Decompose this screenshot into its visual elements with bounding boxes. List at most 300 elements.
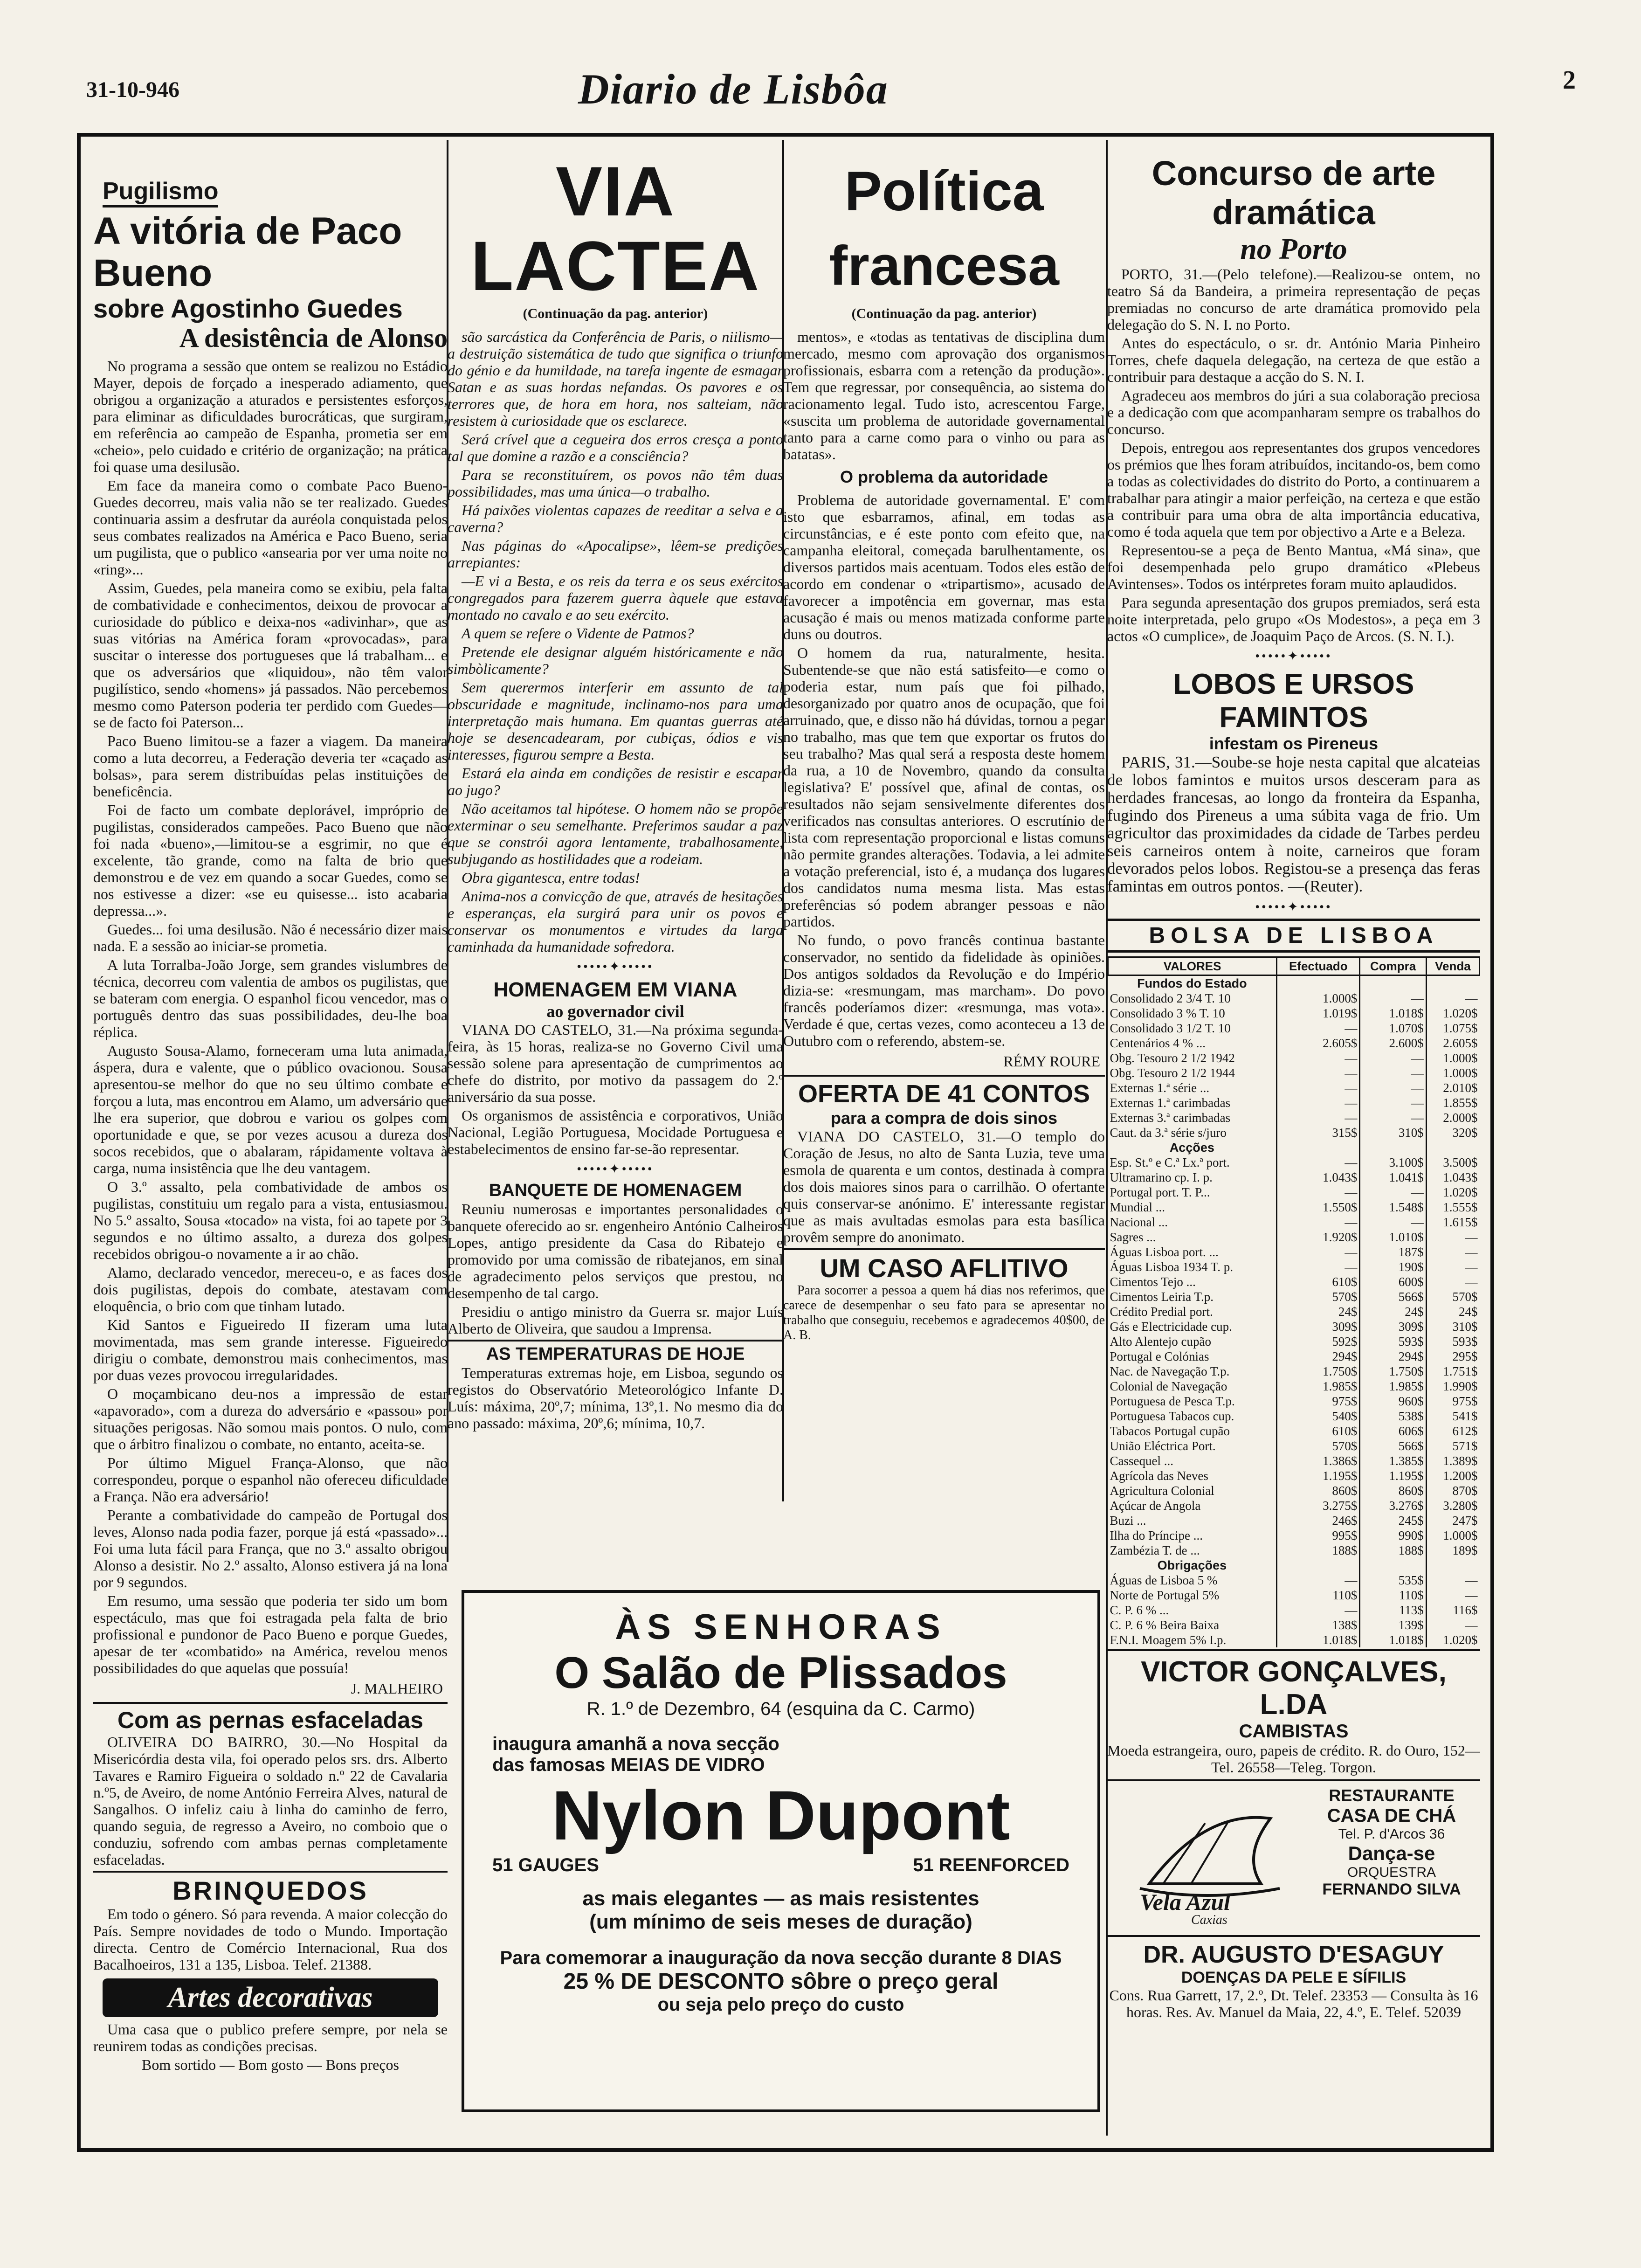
table-row: [1108, 1051, 1480, 1065]
table-cell: 610$: [1277, 1274, 1360, 1289]
table-cell: Cimentos Tejo ...: [1110, 1275, 1196, 1289]
table-cell: 2.010$: [1426, 1080, 1479, 1095]
paragraph: Não aceitamos tal hipótese. O homem não se propõe exterminar o seu semelhante. Preferimos saudar a paz que se constrói agora lentamente, trabalhosamente, subjugando as hostilidades que a rodeiam.: [448, 800, 783, 867]
table-cell: —: [1277, 1095, 1360, 1110]
story-headline: LOBOS E URSOS FAMINTOS: [1173, 668, 1414, 733]
article-body: [1107, 266, 1480, 644]
table-cell: Crédito Predial port.: [1110, 1305, 1213, 1319]
table-header: Compra: [1360, 957, 1426, 975]
table-cell: —: [1360, 1051, 1426, 1065]
table-cell: 1.385$: [1360, 1453, 1426, 1468]
table-cell: Esp. St.º e C.ª Lx.ª port.: [1110, 1155, 1230, 1169]
table-cell: —: [1360, 1185, 1426, 1200]
story-subhead: infestam os Pireneus: [1209, 734, 1379, 753]
paragraph: mentos», e «todas as tentativas de disciplina dum mercado, mesmo com aprovação dos organismos profissionais, esbarra com a retenção da produção». Tem que regressar, por consequência, ao sistema do racionamento legal. Tudo isto, acrescentou Farge, «suscita um problema de autoridade governamental tanto para a carne como para o vinho ou para as batatas».: [783, 328, 1105, 463]
divider: •••••✦•••••: [1255, 649, 1332, 664]
table-row: [1108, 1215, 1480, 1230]
table-cell: Portuguesa Tabacos cup.: [1110, 1409, 1234, 1423]
paragraph: Representou-se a peça de Bento Mantua, «Má sina», que foi desempenhada pelo grupo dramático «Plebeus Avintenses». Todos os intérpretes foram muito aplaudidos.: [1107, 542, 1480, 592]
table-cell: 3.275$: [1277, 1498, 1360, 1513]
paragraph: Reuniu numerosas e importantes personalidades o banquete oferecido ao sr. engenheiro António Calheiros Lopes, antigo presidente da Casa do Ribatejo e promovido por uma comissão de ribatejanos, em sinal de agradecimento pelos serviços que prestou, no desempenho de tal cargo.: [448, 1201, 783, 1301]
story-headline: UM CASO AFLITIVO: [820, 1253, 1069, 1283]
brand: Nylon Dupont: [552, 1776, 1010, 1854]
table-cell: —: [1277, 1185, 1360, 1200]
table-row: [1108, 1364, 1480, 1379]
table-header: VALORES: [1108, 957, 1277, 975]
table-cell: —: [1426, 1245, 1479, 1259]
table-cell: —: [1426, 991, 1479, 1006]
paragraph: Obra gigantesca, entre todas!: [462, 869, 640, 886]
table-cell: 612$: [1426, 1424, 1479, 1438]
ad-title: CASA DE CHÁ: [1327, 1805, 1456, 1826]
ad-logo: Artes decorativas: [103, 1978, 438, 2017]
ad-line: 25 % DE DESCONTO sôbre o preço geral: [563, 1969, 999, 1994]
story-body: PARIS, 31.—Soube-se hoje nesta capital que alcateias de lobos famintos e muitos ursos desceram para as herdades francesas, ao longo da fronteira da Espanha, fugindo dos Pireneus a uma súbita vaga de frio. Um agricultor das proximidades da cidade de Tarbes perdeu seis carneiros ontem à noite, carneiros que foram devorados pelos lobos. Registou-se a presença das feras famintas em outros pontos. —(Reuter).: [1107, 753, 1480, 895]
article-body: [783, 491, 1105, 1049]
table-cell: 1.041$: [1360, 1170, 1426, 1185]
continued-note: (Continuação da pag. anterior): [851, 306, 1037, 321]
table-cell: 1.855$: [1426, 1095, 1479, 1110]
headline: VIA LACTEA: [470, 154, 760, 305]
table-cell: —: [1426, 1230, 1479, 1245]
ad-subtitle: CAMBISTAS: [1239, 1721, 1349, 1742]
table-cell: Ilha do Príncipe ...: [1110, 1528, 1203, 1542]
paragraph: O homem da rua, naturalmente, hesita. Subentende-se que não está satisfeito—e como o poderia estar, num país que foi pilhado, desorganizado por quatro anos de ocupação, que foi arruinado, que, e disso não há dúvidas, tornou a pegar no trabalho, mas que tem que exportar os frutos do seu trabalho? Mas qual será a resposta deste homem da rua, a 10 de Novembro, quando da consulta legislativa? E' possível que, afinal de contas, os resultados não sejam sensivelmente diferentes dos verificados nas consultas anteriores. O escrutínio de lista com representação proporcional e listas comuns não permite grandes alterações. Todavia, a lei admite a votação preferencial, isto é, a mudança dos lugares dos candidatos numa mesma lista. Mas estas preferências só podem abranger pessoas e não partidos.: [783, 644, 1105, 930]
paragraph: No fundo, o povo francês continua bastante conservador, no sentido da fidelidade às opiniões. Dos antigos soldados da Revolução e do Império dizia-se: «resmungam, mas marcham». Do povo francês poderíamos dizer: «resmunga, mas vota». Verdade é que, certas vezes, como aconteceu a 13 de Outubro com o referendo, abstem-se.: [783, 932, 1105, 1049]
table-cell: 1.985$: [1360, 1379, 1426, 1394]
table-cell: 2.605$: [1277, 1036, 1360, 1051]
table-cell: 3.280$: [1426, 1498, 1479, 1513]
paragraph: Assim, Guedes, pela maneira como se exibiu, pela falta de combatividade e conhecimentos, deixou de provocar a curiosidade do público e deixa-nos «adivinhar», que as suas vitórias na América foram «provocadas», para suscitar o interesse dos portugueses que lá trabalham... e que os adversários que «liquidou», não têm valor pugilístico, sendo «homens» já passados. Não percebemos mesmo como Paterson poderia ter perdido com Guedes—se de facto foi Paterson...: [93, 580, 448, 731]
table-cell: 309$: [1360, 1319, 1426, 1334]
table-row: [1108, 1394, 1480, 1409]
article-body: [448, 328, 783, 955]
table-cell: 860$: [1360, 1483, 1426, 1498]
table-cell: 1.550$: [1277, 1200, 1360, 1215]
paragraph: Presidiu o antigo ministro da Guerra sr. major Luís Alberto de Oliveira, que saudou a Imprensa.: [448, 1303, 783, 1337]
paragraph: Nas páginas do «Apocalipse», lêem-se predições arrepiantes:: [448, 537, 783, 571]
table-cell: Centenários 4 % ...: [1110, 1036, 1206, 1050]
table-cell: Águas de Lisboa 5 %: [1110, 1573, 1218, 1587]
continued-note: (Continuação da pag. anterior): [523, 306, 708, 321]
table-cell: —: [1277, 1603, 1360, 1618]
paragraph: Por último Miguel França-Alonso, que não correspondeu, porque o espanhol não ofereceu dificuldade a França. Não era adversário!: [93, 1454, 448, 1505]
table-cell: 593$: [1426, 1334, 1479, 1349]
table-cell: 110$: [1277, 1588, 1360, 1603]
table-cell: —: [1277, 1155, 1360, 1170]
issue-date: 31-10-946: [86, 77, 179, 102]
table-cell: 1.020$: [1426, 1006, 1479, 1021]
table-cell: —: [1277, 1021, 1360, 1036]
table-row: [1108, 1632, 1480, 1647]
table-cell: 566$: [1360, 1438, 1426, 1453]
table-header: Venda: [1426, 957, 1479, 975]
ad-line: 51 GAUGES: [492, 1855, 599, 1875]
table-cell: 960$: [1360, 1394, 1426, 1409]
table-cell: 189$: [1426, 1543, 1479, 1558]
table-cell: 1.020$: [1426, 1185, 1479, 1200]
table-cell: 1.010$: [1360, 1230, 1426, 1245]
table-cell: Obg. Tesouro 2 1/2 1944: [1110, 1066, 1235, 1080]
table-cell: —: [1277, 1051, 1360, 1065]
table-cell: 1.920$: [1277, 1230, 1360, 1245]
table-header: Efectuado: [1277, 957, 1360, 975]
table-cell: 860$: [1277, 1483, 1360, 1498]
story-body: OLIVEIRA DO BAIRRO, 30.—No Hospital da Misericórdia desta vila, foi operado pelos srs. drs. Alberto Tavares e Ramiro Figueira o soldado n.º 22 de Cavalaria n.º5, de Aveiro, de nome António Ferreira Alves, natural de Sangalhos. O infeliz caiu à linha do caminho de ferro, quando seguia, de regresso a Aveiro, no comboio que o conduziu, sofrendo com ambas pernas completamente esfaceladas.: [93, 1734, 448, 1868]
subhead: O problema da autoridade: [840, 467, 1048, 486]
table-cell: —: [1360, 991, 1426, 1006]
paragraph: Para se reconstituírem, os povos não têm duas possibilidades, mas uma única—o trabalho.: [448, 466, 783, 500]
table-cell: 592$: [1277, 1334, 1360, 1349]
ad-line: (um mínimo de seis meses de duração): [589, 1910, 972, 1933]
article-body: [93, 358, 448, 1676]
headline-line2: no Porto: [1240, 232, 1347, 265]
table-cell: 610$: [1277, 1424, 1360, 1438]
story-body: Para socorrer a pessoa a quem há dias nos referimos, que carece de desempenhar o seu fato para se apresentar no trabalho que conseguiu, recebemos e agradecemos 40$00, de A. B.: [783, 1283, 1105, 1342]
table-cell: C. P. 6 % ...: [1110, 1603, 1169, 1617]
table-cell: Consolidado 2 3/4 T. 10: [1110, 991, 1231, 1005]
table-cell: 870$: [1426, 1483, 1479, 1498]
paragraph: Em resumo, uma sessão que poderia ter sido um bom espectáculo, mas que foi estragada pela falta de brio profissional e pundonor de Paco Bueno e porque Guedes, apesar de ter «combatido» na América, revelou menos possibilidades do que aquelas que possuía!: [93, 1592, 448, 1676]
paragraph: Alamo, declarado vencedor, mereceu-o, e as faces dos dois pugilistas, depois do combate, atestavam com eloquência, o brio com que tinham lutado.: [93, 1264, 448, 1314]
table-cell: 246$: [1277, 1513, 1360, 1528]
table-cell: Águas Lisboa 1934 T. p.: [1110, 1260, 1233, 1274]
table-row: [1108, 1409, 1480, 1424]
table-cell: União Eléctrica Port.: [1110, 1439, 1216, 1453]
table-row: [1108, 1304, 1480, 1319]
headline: Concurso de arte dramática: [1151, 154, 1436, 232]
table-cell: —: [1277, 1245, 1360, 1259]
table-cell: Portugal port. T. P...: [1110, 1185, 1210, 1199]
table-row: [1108, 1483, 1480, 1498]
ad-line: O Salão de Plissados: [554, 1648, 1007, 1698]
table-cell: —: [1426, 1618, 1479, 1632]
story-subhead: para a compra de dois sinos: [830, 1108, 1058, 1127]
table-cell: 571$: [1426, 1438, 1479, 1453]
table-row: [1108, 1185, 1480, 1200]
newspaper-masthead: Diario de Lisbôa: [578, 65, 889, 113]
table-cell: Consolidado 3 % T. 10: [1110, 1006, 1225, 1020]
table-row: [1108, 1379, 1480, 1394]
table-row: [1108, 1498, 1480, 1513]
table-cell: 116$: [1426, 1603, 1479, 1618]
paragraph: Paco Bueno limitou-se a fazer a viagem. Da maneira como a luta decorreu, a Federação deveria ter «caçado as bolsas», para serem distribuídas pelas instituições de beneficência.: [93, 733, 448, 800]
table-cell: 1.019$: [1277, 1006, 1360, 1021]
vela-azul-logo: Vela Azul Caxias: [1121, 1791, 1289, 1930]
table-cell: 187$: [1360, 1245, 1426, 1259]
table-cell: C. P. 6 % Beira Baixa: [1110, 1618, 1220, 1632]
table-cell: 600$: [1360, 1274, 1426, 1289]
table-cell: 1.985$: [1277, 1379, 1360, 1394]
table-cell: 593$: [1360, 1334, 1426, 1349]
table-cell: —: [1426, 1259, 1479, 1274]
table-cell: 1.751$: [1426, 1364, 1479, 1379]
table-row: [1108, 1513, 1480, 1528]
ad-line: das famosas MEIAS DE VIDRO: [492, 1755, 765, 1775]
table-cell: 315$: [1277, 1125, 1360, 1140]
ad-text: ORQUESTRA: [1347, 1865, 1436, 1880]
table-cell: —: [1277, 1573, 1360, 1588]
ad-body: Moeda estrangeira, ouro, papeis de crédito. R. do Ouro, 152—Tel. 26558—Teleg. Torgon.: [1107, 1742, 1480, 1776]
paragraph: Há paixões violentas capazes de reeditar a selva e a caverna?: [448, 502, 783, 535]
table-cell: Cassequel ...: [1110, 1454, 1173, 1468]
table-cell: 1.000$: [1426, 1065, 1479, 1080]
table-cell: 1.195$: [1277, 1468, 1360, 1483]
table-cell: Buzi ...: [1110, 1514, 1146, 1528]
table-cell: —: [1277, 1215, 1360, 1230]
paragraph: Anima-nos a convicção de que, através de hesitações e esperanças, ela surgirá para unir os povos e conservar os monumentos e virtudes da larga caminhada da humanidade sofredora.: [448, 888, 783, 955]
table-cell: 294$: [1360, 1349, 1426, 1364]
ad-title: BRINQUEDOS: [172, 1876, 368, 1905]
table-row: [1108, 1438, 1480, 1453]
table-cell: 1.200$: [1426, 1468, 1479, 1483]
stock-table: [1107, 956, 1480, 1647]
column-right: [1107, 154, 1480, 2140]
table-cell: Águas Lisboa port. ...: [1110, 1245, 1219, 1259]
table-cell: Externas 3.ª carimbadas: [1110, 1111, 1231, 1125]
table-cell: 1.000$: [1426, 1528, 1479, 1543]
table-cell: 24$: [1277, 1304, 1360, 1319]
table-row: [1108, 1528, 1480, 1543]
table-cell: 310$: [1426, 1319, 1479, 1334]
column-politica-francesa: [783, 154, 1105, 1506]
story-headline: Com as pernas esfaceladas: [117, 1707, 423, 1733]
column-via-lactea: [448, 154, 783, 1529]
paragraph: —E vi a Besta, e os reis da terra e os seus exércitos congregados para fazerem guerra àquele que estava montado no cavalo e ao seu exército.: [448, 573, 783, 623]
table-cell: 1.018$: [1360, 1632, 1426, 1647]
bolsa-title: BOLSA DE LISBOA: [1149, 923, 1439, 948]
table-cell: —: [1426, 1588, 1479, 1603]
kicker: A desistência de Alonso: [179, 323, 448, 353]
table-section: Obrigações: [1157, 1558, 1227, 1572]
table-cell: —: [1360, 1215, 1426, 1230]
table-cell: Agrícola das Neves: [1110, 1469, 1208, 1483]
paragraph: Agradeceu aos membros do júri a sua colaboração preciosa e a dedicação com que acompanharam sempre os trabalhos do concurso.: [1107, 387, 1480, 437]
table-cell: F.N.I. Moagem 5% I.p.: [1110, 1633, 1227, 1647]
table-cell: 570$: [1277, 1289, 1360, 1304]
table-cell: 570$: [1277, 1438, 1360, 1453]
table-cell: Externas 1.ª série ...: [1110, 1081, 1210, 1095]
headline: A vitória de Paco Bueno: [93, 210, 402, 294]
table-cell: 1.070$: [1360, 1021, 1426, 1036]
paragraph: A luta Torralba-João Jorge, sem grandes vislumbres de técnica, decorreu com valentia de ambos os pugilistas, que se bateram com energia. O espanhol ficou vencedor, mas o português dentro das suas possibilidades, deu-lhe boa réplica.: [93, 956, 448, 1040]
page-number: 2: [1563, 66, 1576, 95]
paragraph: PORTO, 31.—(Pelo telefone).—Realizou-se ontem, no teatro Sá da Bandeira, a primeira representação de peças premiadas no concurso de arte dramática promovido pela delegação do S. N. I. no Porto.: [1107, 266, 1480, 333]
paragraph: Sem querermos interferir em assunto de tal obscuridade e magnitude, inclinamo-nos para uma interpretação mais humana. Em quantas guerras até hoje se desencadearam, por cubiças, ódios e vis interesses, figurou sempre a Besta.: [448, 679, 783, 763]
ad-body: Cons. Rua Garrett, 17, 2.º, Dt. Telef. 23353 — Consulta às 16 horas. Res. Av. Manuel da Maia, 22, 4.º, E. Telef. 52039: [1109, 1987, 1478, 2020]
table-cell: Caut. da 3.ª série s/juro: [1110, 1126, 1227, 1140]
story-headline: BANQUETE DE HOMENAGEM: [489, 1181, 742, 1200]
ad-title: RESTAURANTE: [1329, 1786, 1455, 1805]
table-cell: 1.990$: [1426, 1379, 1479, 1394]
paragraph: Guedes... foi uma desilusão. Não é necessário dizer mais nada. E a sessão ao iniciar-se prometia.: [93, 921, 448, 954]
table-row: [1108, 991, 1480, 1006]
table-cell: Sagres ...: [1110, 1230, 1156, 1244]
table-cell: —: [1426, 1274, 1479, 1289]
table-cell: Zambézia T. de ...: [1110, 1543, 1200, 1557]
table-cell: 535$: [1360, 1573, 1426, 1588]
paragraph: Para segunda apresentação dos grupos premiados, será esta noite interpretada, pelo grupo «Os Modestos», a peça em 3 actos «O cumplice», de Joaquim Paço de Arcos. (S. N. I.).: [1107, 594, 1480, 644]
table-row: [1108, 1110, 1480, 1125]
paragraph: No programa a sessão que ontem se realizou no Estádio Mayer, depois de forçado a inesperado adiamento, que obrigou a organização a aturados e persistentes esforços, para eliminar as dificuldades burocráticas, que surgiram, em referência ao campeão de Espanha, prometia ser em «cheio», pelo cuidado e critério de organização; na prática foi quase uma desilusão.: [93, 358, 448, 475]
table-cell: 3.100$: [1360, 1155, 1426, 1170]
table-cell: 1.389$: [1426, 1453, 1479, 1468]
ad-line: Para comemorar a inauguração da nova secção durante 8 DIAS: [500, 1948, 1062, 1968]
byline: RÉMY ROURE: [1003, 1053, 1100, 1070]
table-cell: 24$: [1426, 1304, 1479, 1319]
table-cell: 995$: [1277, 1528, 1360, 1543]
table-row: [1108, 1424, 1480, 1438]
table-cell: —: [1360, 1065, 1426, 1080]
headline: Política francesa: [829, 160, 1059, 297]
paragraph: O moçambicano deu-nos a impressão de estar «apavorado», com a dureza do adversário e «passou» por situações perigosas. Não somou mais pontos. O nulo, com que o árbitro finalizou o combate, no entanto, aceita-se.: [93, 1385, 448, 1452]
table-cell: Obg. Tesouro 2 1/2 1942: [1110, 1051, 1235, 1065]
table-cell: 24$: [1360, 1304, 1426, 1319]
table-cell: 975$: [1426, 1394, 1479, 1409]
paragraph: VIANA DO CASTELO, 31.—Na próxima segunda-feira, às 15 horas, realiza-se no Governo Civil uma sessão solene para apresentação de cumprimentos ao chefe do distrito, por motivo da passagem do 2.º aniversário da sua posse.: [448, 1021, 783, 1105]
table-row: [1108, 1080, 1480, 1095]
paragraph: A quem se refere o Vidente de Patmos?: [462, 625, 694, 642]
table-cell: 295$: [1426, 1349, 1479, 1364]
table-cell: 3.500$: [1426, 1155, 1479, 1170]
paragraph: O 3.º assalto, pela combatividade de ambos os pugilistas, constituiu um regalo para a vista, entusiasmou. No 5.º assalto, Sousa «tocado» na vista, foi ao tapete por 3 segundos e no último assalto, a dureza dos golpes recebidos obrigou-o novamente a ir ao chão.: [93, 1178, 448, 1262]
ad-body: Uma casa que o publico prefere sempre, por nela se reunirem todas as condições precisas.: [93, 2021, 448, 2054]
table-cell: 1.555$: [1426, 1200, 1479, 1215]
table-row: [1108, 1453, 1480, 1468]
table-cell: 541$: [1426, 1409, 1479, 1424]
table-cell: 190$: [1360, 1259, 1426, 1274]
ad-text: FERNANDO SILVA: [1322, 1881, 1461, 1898]
paragraph: Depois, entregou aos representantes dos grupos vencedores os prémios que lhes foram atribuídos, incitando-os, bem como a todas as colectividades do distrito do Porto, a continuarem a trabalhar para atingir a maior perfeição, na certeza e que estão a contribuir para uma obra de alta importância educativa, como é toda aquela que tem por objectivo a Arte e a Beleza.: [1107, 439, 1480, 540]
paragraph: Em face da maneira como o combate Paco Bueno-Guedes decorreu, mais valia não se ter realizado. Guedes continuaria assim a desfrutar da auréola conquistada pelos seus combates realizados na América e Paco Bueno, seria um pugilista, que o publico «ansearia por ver uma noite no «ring»...: [93, 477, 448, 578]
table-row: [1108, 1349, 1480, 1364]
ad-subtitle: DOENÇAS DA PELE E SÍFILIS: [1181, 1969, 1407, 1986]
paragraph: Será crível que a cegueira dos erros cresça a ponto tal que domine a razão e a consciência?: [448, 431, 783, 464]
table-cell: 1.386$: [1277, 1453, 1360, 1468]
table-cell: —: [1277, 1110, 1360, 1125]
table-cell: Colonial de Navegação: [1110, 1379, 1227, 1393]
table-cell: 247$: [1426, 1513, 1479, 1528]
divider: •••••✦•••••: [577, 1162, 654, 1176]
table-row: [1108, 1603, 1480, 1618]
table-cell: 188$: [1360, 1543, 1426, 1558]
table-cell: Externas 1.ª carimbadas: [1110, 1096, 1231, 1110]
ad-body: Em todo o género. Só para revenda. A maior colecção do País. Sempre novidades de todo o Mundo. Importação directa. Centro de Comércio Internacional, Rua dos Bacalhoeiros, 131 a 135, Lisboa. Telef. 21388.: [93, 1906, 448, 1973]
ad-title: VICTOR GONÇALVES, L.DA: [1141, 1656, 1447, 1721]
table-cell: 1.075$: [1426, 1021, 1479, 1036]
table-row: [1108, 1289, 1480, 1304]
table-cell: 1.750$: [1277, 1364, 1360, 1379]
table-cell: 309$: [1277, 1319, 1360, 1334]
table-section: Fundos do Estado: [1137, 976, 1247, 990]
table-row: [1108, 1543, 1480, 1558]
paragraph: Augusto Sousa-Alamo, forneceram uma luta animada, áspera, dura e valente, que o público ovacionou. Sousa apresentou-se melhor do que no seu último combate e forçou a luta, mas encontrou em Alamo, um adversário que lhe era superior, que dobrou e variou os golpes com oportunidade e que, se por vezes acusou a dureza dos socos recebidos, que o abalaram, rápidamente voltava à carga, numa insistência que lhe deu vantagem.: [93, 1042, 448, 1176]
table-cell: 538$: [1360, 1409, 1426, 1424]
story-body: [448, 1201, 783, 1337]
table-section: Acções: [1169, 1141, 1214, 1155]
nylon-advert: [462, 1590, 1100, 2112]
story-headline: AS TEMPERATURAS DE HOJE: [486, 1344, 745, 1364]
table-cell: Agricultura Colonial: [1110, 1484, 1214, 1498]
table-cell: 139$: [1360, 1618, 1426, 1632]
table-cell: Alto Alentejo cupão: [1110, 1335, 1211, 1348]
story-headline: HOMENAGEM EM VIANA: [493, 978, 738, 1001]
ad-line: ÀS SENHORAS: [615, 1607, 947, 1647]
story-subhead: ao governador civil: [546, 1002, 684, 1021]
story-headline: OFERTA DE 41 CONTOS: [798, 1080, 1090, 1108]
ad-line: R. 1.º de Dezembro, 64 (esquina da C. Carmo): [586, 1699, 975, 1719]
table-cell: 990$: [1360, 1528, 1426, 1543]
table-cell: 1.615$: [1426, 1215, 1479, 1230]
ad-footer: Bom sortido — Bom gosto — Bons preços: [141, 2056, 399, 2073]
table-row: [1108, 1125, 1480, 1140]
table-row: [1108, 1036, 1480, 1051]
table-cell: —: [1360, 1080, 1426, 1095]
paragraph: Pretende ele designar alguém históricamente e não simbòlicamente?: [448, 643, 783, 677]
table-row: [1108, 1245, 1480, 1259]
table-row: [1108, 1095, 1480, 1110]
table-cell: Mundial ...: [1110, 1200, 1165, 1214]
byline: J. MALHEIRO: [351, 1680, 443, 1697]
table-cell: Cimentos Leiria T.p.: [1110, 1290, 1214, 1304]
table-row: [1108, 1021, 1480, 1036]
table-cell: Consolidado 3 1/2 T. 10: [1110, 1021, 1231, 1035]
table-cell: 1.018$: [1360, 1006, 1426, 1021]
ad-line: inaugura amanhã a nova secção: [492, 1734, 779, 1754]
table-cell: —: [1360, 1095, 1426, 1110]
table-row: [1108, 1065, 1480, 1080]
table-row: [1108, 1573, 1480, 1588]
story-body: Temperaturas extremas hoje, em Lisboa, segundo os registos do Observatório Meteorológico Infante D. Luís: máxima, 20º,7; mínima, 13º,1. No mesmo dia do ano passado: máxima, 20º,6; mínima, 10,7.: [448, 1364, 783, 1431]
table-cell: 1.750$: [1360, 1364, 1426, 1379]
ad-line: ou seja pelo preço do custo: [657, 1994, 904, 2015]
ad-title: DR. AUGUSTO D'ESAGUY: [1143, 1941, 1444, 1968]
table-row: [1108, 1588, 1480, 1603]
table-cell: 540$: [1277, 1409, 1360, 1424]
table-cell: —: [1360, 1110, 1426, 1125]
table-cell: 2.600$: [1360, 1036, 1426, 1051]
paragraph: Os organismos de assistência e corporativos, União Nacional, Legião Portuguesa, Mocidade Portuguesa e estabelecimentos de ensino far-se-ão representar.: [448, 1107, 783, 1157]
subheadline: sobre Agostinho Guedes: [93, 294, 403, 323]
table-cell: —: [1277, 1065, 1360, 1080]
table-cell: Açúcar de Angola: [1110, 1499, 1201, 1513]
paragraph: Problema de autoridade governamental. E' com isto que esbarramos, afinal, em todas as circunstâncias, e é este ponto com efeito que, na campanha eleitoral, começada barulhentamente, os diversos partidos mais acentuam. Todos eles estão de acordo em condenar o «tripartismo», acusado de favorecer a impotência em governar, mas esta acusação é mais ou menos matizada conforme parte duns ou doutros.: [783, 491, 1105, 643]
table-row: [1108, 1200, 1480, 1215]
table-cell: 1.000$: [1426, 1051, 1479, 1065]
table-cell: 294$: [1277, 1349, 1360, 1364]
table-cell: Gás e Electricidade cup.: [1110, 1320, 1232, 1334]
paragraph: são sarcástica da Conferência de Paris, o niilismo—a destruição sistemática de tudo que significa o triunfo do génio e da humildade, na tarefa ingente de esmagar Satan e as suas hordas nefandas. Os pavores e os terrores que, de hora em hora, nos salteiam, não resistem à curiosidade que os esclarece.: [448, 328, 783, 429]
ad-line: 51 REENFORCED: [913, 1855, 1069, 1875]
table-row: [1108, 1230, 1480, 1245]
table-cell: 3.276$: [1360, 1498, 1426, 1513]
table-row: [1108, 1259, 1480, 1274]
table-cell: 1.548$: [1360, 1200, 1426, 1215]
table-cell: Portuguesa de Pesca T.p.: [1110, 1394, 1235, 1408]
table-row: [1108, 1334, 1480, 1349]
table-row: [1108, 1170, 1480, 1185]
table-cell: —: [1277, 1080, 1360, 1095]
paragraph: Perante a combatividade do campeão de Portugal dos leves, Alonso nada podia fazer, porque já está «passado»... Foi uma luta fácil para França, que no 3.º assalto obrigou Alonso a desistir. No 2.º assalto, Alonso estivera já na lona por 9 segundos.: [93, 1507, 448, 1590]
divider: •••••✦•••••: [1255, 900, 1332, 914]
table-cell: 188$: [1277, 1543, 1360, 1558]
table-cell: 310$: [1360, 1125, 1426, 1140]
table-cell: 2.000$: [1426, 1110, 1479, 1125]
table-cell: —: [1277, 1259, 1360, 1274]
table-cell: 110$: [1360, 1588, 1426, 1603]
table-cell: Portugal e Colónias: [1110, 1349, 1209, 1363]
table-cell: Tabacos Portugal cupão: [1110, 1424, 1230, 1438]
